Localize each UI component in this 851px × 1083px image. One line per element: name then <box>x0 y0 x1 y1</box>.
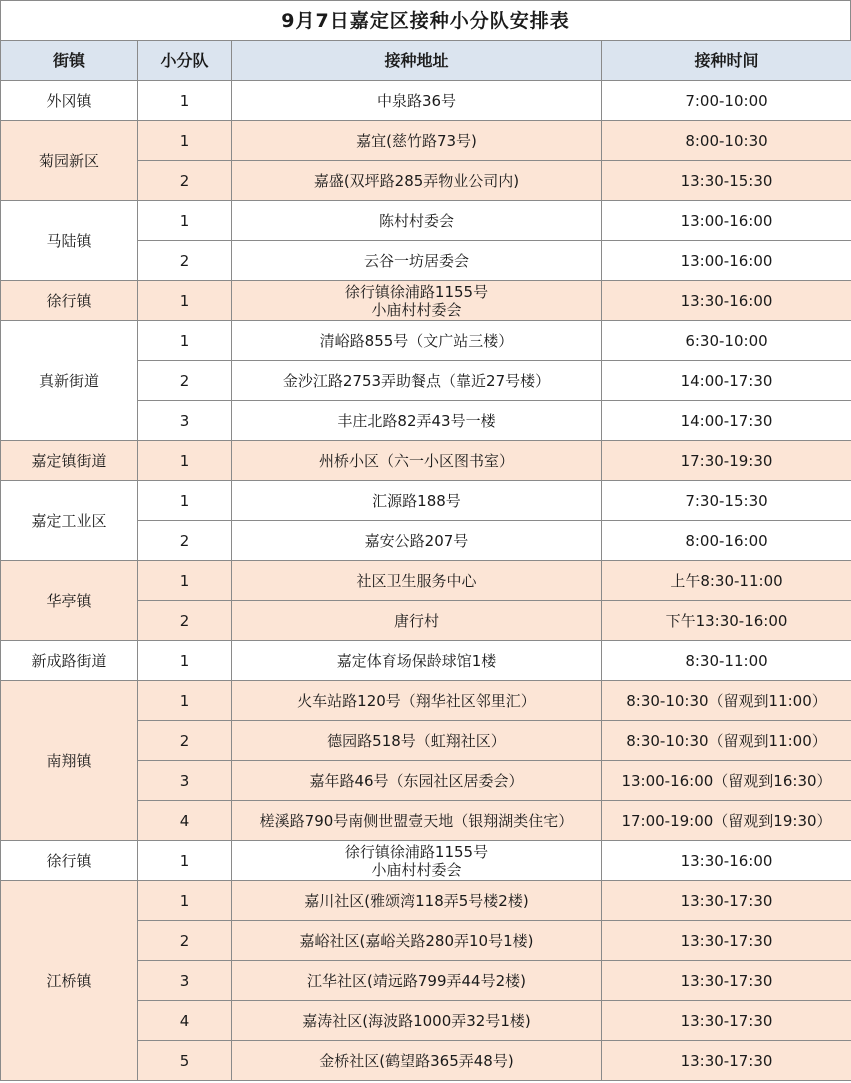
time-cell: 13:30-17:30 <box>602 1041 851 1081</box>
address-cell: 中泉路36号 <box>232 81 602 121</box>
address-cell: 丰庄北路82弄43号一楼 <box>232 401 602 441</box>
table-row <box>1 441 851 481</box>
table-title: 9月7日嘉定区接种小分队安排表 <box>0 0 851 40</box>
time-cell: 17:30-19:30 <box>602 441 851 481</box>
town-cell: 嘉定工业区 <box>1 481 138 561</box>
town-cell: 徐行镇 <box>1 281 138 321</box>
address-cell: 槎溪路790号南侧世盟壹天地（银翔湖类住宅） <box>232 801 602 841</box>
address-cell: 社区卫生服务中心 <box>232 561 602 601</box>
time-cell: 8:30-11:00 <box>602 641 851 681</box>
team-cell: 3 <box>138 961 232 1001</box>
address-cell: 金桥社区(鹤望路365弄48号) <box>232 1041 602 1081</box>
team-cell: 1 <box>138 201 232 241</box>
team-cell: 3 <box>138 401 232 441</box>
time-cell: 13:30-17:30 <box>602 961 851 1001</box>
table-row <box>1 681 851 721</box>
address-cell: 清峪路855号（文广站三楼） <box>232 321 602 361</box>
table-row <box>1 121 851 161</box>
table-body <box>1 81 851 1081</box>
time-cell: 14:00-17:30 <box>602 361 851 401</box>
time-cell: 13:00-16:00 <box>602 201 851 241</box>
team-cell: 2 <box>138 521 232 561</box>
team-cell: 1 <box>138 281 232 321</box>
header-row <box>1 41 851 81</box>
team-cell: 1 <box>138 441 232 481</box>
address-cell: 江华社区(靖远路799弄44号2楼) <box>232 961 602 1001</box>
table-row <box>1 881 851 921</box>
town-cell: 真新街道 <box>1 321 138 441</box>
header-town: 街镇 <box>1 41 138 81</box>
team-cell: 4 <box>138 1001 232 1041</box>
time-cell: 8:00-16:00 <box>602 521 851 561</box>
team-cell: 4 <box>138 801 232 841</box>
team-cell: 1 <box>138 881 232 921</box>
town-cell: 马陆镇 <box>1 201 138 281</box>
town-cell: 新成路街道 <box>1 641 138 681</box>
team-cell: 1 <box>138 321 232 361</box>
table-row <box>1 481 851 521</box>
address-line: 徐行镇徐浦路1155号 <box>344 842 489 861</box>
time-cell: 7:30-15:30 <box>602 481 851 521</box>
time-cell: 13:30-16:00 <box>602 841 851 881</box>
address-cell: 金沙江路2753弄助餐点（靠近27号楼） <box>232 361 602 401</box>
address-cell: 嘉川社区(雅颂湾118弄5号楼2楼) <box>232 881 602 921</box>
address-cell: 云谷一坊居委会 <box>232 241 602 281</box>
time-cell: 14:00-17:30 <box>602 401 851 441</box>
team-cell: 2 <box>138 721 232 761</box>
town-cell: 嘉定镇街道 <box>1 441 138 481</box>
schedule-table <box>0 40 851 1081</box>
team-cell: 3 <box>138 761 232 801</box>
team-cell: 1 <box>138 81 232 121</box>
team-cell: 1 <box>138 481 232 521</box>
team-cell: 2 <box>138 241 232 281</box>
table-row <box>1 841 851 881</box>
address-cell: 陈村村委会 <box>232 201 602 241</box>
team-cell: 1 <box>138 121 232 161</box>
address-cell: 火车站路120号（翔华社区邻里汇） <box>232 681 602 721</box>
time-cell: 7:00-10:00 <box>602 81 851 121</box>
time-cell: 13:30-17:30 <box>602 921 851 961</box>
time-cell: 13:30-15:30 <box>602 161 851 201</box>
address-cell: 嘉年路46号（东园社区居委会） <box>232 761 602 801</box>
time-cell: 13:30-17:30 <box>602 1001 851 1041</box>
team-cell: 2 <box>138 601 232 641</box>
time-cell: 13:30-16:00 <box>602 281 851 321</box>
town-cell: 菊园新区 <box>1 121 138 201</box>
table-row <box>1 201 851 241</box>
time-cell: 下午13:30-16:00 <box>602 601 851 641</box>
address-cell: 汇源路188号 <box>232 481 602 521</box>
time-cell: 13:30-17:30 <box>602 881 851 921</box>
table-row <box>1 321 851 361</box>
time-cell: 8:00-10:30 <box>602 121 851 161</box>
town-cell: 外冈镇 <box>1 81 138 121</box>
team-cell: 1 <box>138 841 232 881</box>
time-cell: 8:30-10:30（留观到11:00） <box>602 681 851 721</box>
time-cell: 17:00-19:00（留观到19:30） <box>602 801 851 841</box>
table-row <box>1 281 851 321</box>
team-cell: 2 <box>138 921 232 961</box>
table-row <box>1 561 851 601</box>
address-cell: 唐行村 <box>232 601 602 641</box>
header-address: 接种地址 <box>232 41 602 81</box>
team-cell: 1 <box>138 561 232 601</box>
address-cell <box>232 841 602 881</box>
address-cell: 嘉安公路207号 <box>232 521 602 561</box>
time-cell: 上午8:30-11:00 <box>602 561 851 601</box>
team-cell: 2 <box>138 361 232 401</box>
address-line: 小庙村村委会 <box>371 300 462 319</box>
address-line: 徐行镇徐浦路1155号 <box>344 282 489 301</box>
address-cell: 嘉峪社区(嘉峪关路280弄10号1楼) <box>232 921 602 961</box>
team-cell: 2 <box>138 161 232 201</box>
table-row <box>1 641 851 681</box>
address-cell: 嘉定体育场保龄球馆1楼 <box>232 641 602 681</box>
header-time: 接种时间 <box>602 41 851 81</box>
address-cell: 嘉盛(双坪路285弄物业公司内) <box>232 161 602 201</box>
address-cell: 州桥小区（六一小区图书室） <box>232 441 602 481</box>
town-cell: 南翔镇 <box>1 681 138 841</box>
time-cell: 6:30-10:00 <box>602 321 851 361</box>
address-line: 小庙村村委会 <box>371 860 462 879</box>
address-cell <box>232 281 602 321</box>
address-cell: 德园路518号（虹翔社区） <box>232 721 602 761</box>
time-cell: 13:00-16:00 <box>602 241 851 281</box>
team-cell: 1 <box>138 681 232 721</box>
header-team: 小分队 <box>138 41 232 81</box>
time-cell: 13:00-16:00（留观到16:30） <box>602 761 851 801</box>
table-row <box>1 81 851 121</box>
address-cell: 嘉宜(慈竹路73号) <box>232 121 602 161</box>
town-cell: 华亭镇 <box>1 561 138 641</box>
town-cell: 江桥镇 <box>1 881 138 1081</box>
time-cell: 8:30-10:30（留观到11:00） <box>602 721 851 761</box>
town-cell: 徐行镇 <box>1 841 138 881</box>
address-cell: 嘉涛社区(海波路1000弄32号1楼) <box>232 1001 602 1041</box>
team-cell: 5 <box>138 1041 232 1081</box>
team-cell: 1 <box>138 641 232 681</box>
